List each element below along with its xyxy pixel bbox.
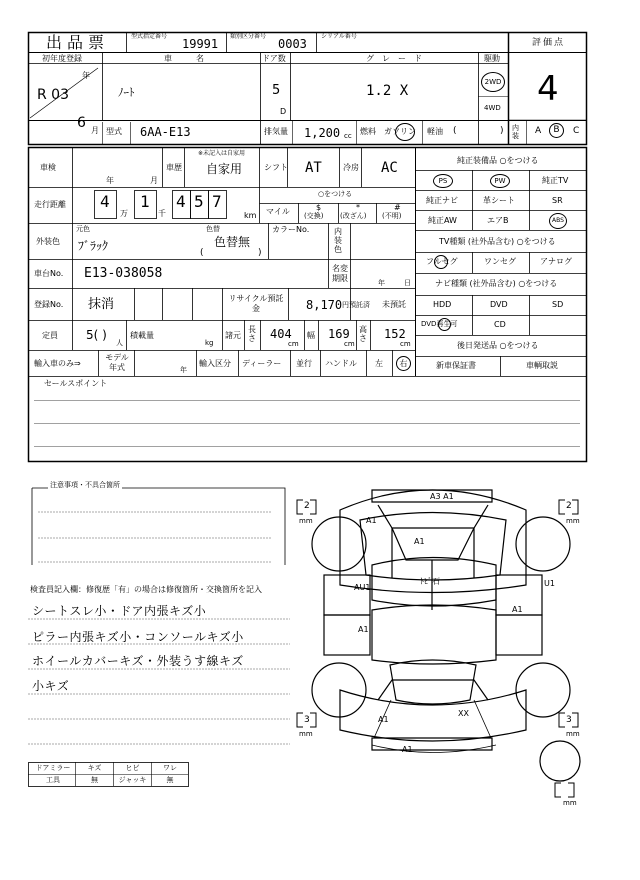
equip-aw: 純正AW bbox=[428, 216, 457, 225]
mileage-km: km bbox=[244, 211, 257, 220]
length: 404 bbox=[270, 327, 292, 341]
model-year-unit: 年 bbox=[180, 366, 187, 374]
width-unit: cm bbox=[344, 340, 355, 348]
equip-tv: 純正TV bbox=[542, 176, 569, 185]
recycle-amount: 8,170 bbox=[306, 298, 343, 312]
equip-abs: ABS bbox=[549, 213, 567, 229]
doors: 5 bbox=[272, 83, 281, 98]
mile-label: マイル bbox=[266, 207, 290, 216]
legend-crack: ヒビ bbox=[125, 764, 140, 772]
mark-front-bumper: A3 A1 bbox=[430, 492, 454, 501]
reg-label: 登録No. bbox=[34, 300, 64, 309]
shaken-label: 車検 bbox=[40, 163, 56, 172]
mark-left-front-door: AU1 bbox=[354, 583, 371, 592]
navi-dvd: DVD bbox=[490, 300, 508, 309]
legend-mirror: ドアミラー bbox=[35, 764, 71, 772]
equip-leather: 革シート bbox=[483, 196, 515, 205]
mileage-man: 万 bbox=[120, 209, 128, 218]
mileage-boxes bbox=[94, 190, 244, 220]
width-label: 幅 bbox=[307, 331, 315, 340]
parallel-option: 並行 bbox=[296, 359, 312, 368]
height-unit: cm bbox=[400, 340, 411, 348]
handle-left: 左 bbox=[375, 359, 383, 368]
drive-label: 駆動 bbox=[484, 54, 500, 63]
shaken-year-unit: 年 bbox=[106, 176, 114, 185]
repaint: 色替無 bbox=[214, 235, 251, 249]
mileage-digit-1: 4 bbox=[100, 192, 110, 211]
model-label: 型式 bbox=[106, 127, 122, 136]
mileage-circle-note: ○をつける bbox=[318, 190, 353, 198]
recycle-unit: 円預託済 bbox=[342, 301, 370, 309]
note-line-2: ピラー内張キズ小・コンソールキズ小 bbox=[32, 630, 244, 644]
tv-fullseg: フルセグ bbox=[426, 257, 458, 266]
sales-point-label: セールスポイント bbox=[44, 379, 108, 388]
legend-jack-value: 無 bbox=[166, 776, 174, 784]
interior-a: A bbox=[535, 126, 542, 136]
tread-rear-left-unit: mm bbox=[299, 730, 313, 738]
score: 4 bbox=[537, 69, 559, 109]
color-no-label: カラーNo. bbox=[272, 225, 310, 234]
recycle-no: 未預託 bbox=[382, 300, 406, 309]
repaint-label: 色替 bbox=[206, 225, 220, 233]
displacement-unit: cc bbox=[344, 132, 352, 140]
note-line-3: ホイールカバーキズ・外装うす線キズ bbox=[32, 654, 244, 668]
paren-right: ) bbox=[500, 126, 504, 136]
first-reg-year-unit: 年 bbox=[82, 71, 90, 80]
legend-scratch: キズ bbox=[87, 764, 102, 772]
first-reg-era: R 03 bbox=[37, 87, 69, 103]
mark-rear-bumper: A1 bbox=[402, 745, 413, 754]
serial-label: シリアル番号 bbox=[321, 33, 357, 40]
exterior-color-label: 外装色 bbox=[36, 237, 60, 246]
fuel-label: 燃料 bbox=[360, 127, 376, 136]
usage: 自家用 bbox=[206, 162, 243, 176]
later-title: 後日発送品 ○をつける bbox=[457, 341, 539, 350]
mark-left-rear-door: A1 bbox=[358, 625, 369, 634]
tread-front-left: 2 bbox=[304, 501, 310, 511]
equip-ps: PS bbox=[433, 174, 453, 188]
mileage-digit-4: 5 bbox=[194, 192, 204, 211]
height-label: 高さ bbox=[359, 325, 367, 343]
recycle-label: リサイクル預託金 bbox=[228, 294, 284, 313]
legend-tools: 工具 bbox=[46, 776, 60, 784]
first-reg-month-unit: 月 bbox=[91, 126, 99, 135]
length-label: 長さ bbox=[248, 325, 256, 343]
model-designation-label: 型式指定番号 bbox=[131, 33, 168, 40]
capacity-label: 定員 bbox=[42, 331, 58, 340]
model-year-label: モデル年式 bbox=[105, 353, 129, 372]
fuel-circle-mark bbox=[395, 123, 415, 141]
ac-label: 冷房 bbox=[343, 163, 359, 172]
length-unit: cm bbox=[288, 340, 299, 348]
dims-label: 諸元 bbox=[225, 331, 241, 340]
later-warranty: 新車保証書 bbox=[436, 361, 476, 370]
legend-break: ワレ bbox=[163, 764, 177, 772]
mark-windshield: ﾄﾋﾞ石 bbox=[420, 577, 440, 586]
form-title: 出品票 bbox=[46, 33, 110, 52]
navi-sd: SD bbox=[552, 300, 564, 309]
name-change-day: 日 bbox=[404, 279, 411, 287]
mark-front-left: A1 bbox=[366, 516, 377, 525]
handle-right: 右 bbox=[396, 356, 411, 371]
tread-front-left-unit: mm bbox=[299, 517, 313, 525]
name-change-year: 年 bbox=[378, 279, 385, 287]
mark-hood: A1 bbox=[414, 537, 425, 546]
mileage-digit-5: 7 bbox=[212, 192, 222, 211]
exchange-label: (交換) bbox=[304, 212, 324, 220]
chassis-label: 車台No. bbox=[34, 269, 64, 278]
equip-airbag: エアB bbox=[487, 216, 509, 225]
navi-cd: CD bbox=[494, 320, 506, 329]
import-class-label: 輸入区分 bbox=[199, 359, 231, 368]
interior-c: C bbox=[573, 126, 580, 136]
tv-fullseg-circle bbox=[434, 255, 448, 269]
import-label: 輸入車のみ⇒ bbox=[34, 359, 81, 368]
equip-navi: 純正ナビ bbox=[426, 196, 458, 205]
tamper-label: (改ざん) bbox=[340, 212, 367, 220]
chassis-number: E13-038058 bbox=[84, 266, 163, 281]
tread-front-right-unit: mm bbox=[566, 517, 580, 525]
model: 6AA-E13 bbox=[140, 125, 191, 139]
note-line-4: 小キズ bbox=[32, 679, 70, 693]
drive-4wd: 4WD bbox=[484, 104, 501, 112]
navi-dvd-play: DVD再生可 bbox=[421, 320, 458, 328]
tread-front-right: 2 bbox=[566, 501, 572, 511]
door-type: D bbox=[280, 107, 287, 116]
width: 169 bbox=[328, 327, 350, 341]
navi-title: ナビ種類 (社外品含む) ○をつける bbox=[435, 279, 558, 288]
grade-label: グレード bbox=[366, 54, 430, 63]
equip-title: 純正装備品 ○をつける bbox=[457, 156, 539, 165]
height: 152 bbox=[384, 327, 406, 341]
ac: AC bbox=[381, 160, 398, 176]
orig-color: ﾌﾞﾗｯｸ bbox=[78, 239, 109, 253]
interior-color-label: 内装色 bbox=[334, 227, 342, 254]
mileage-sen: 千 bbox=[158, 209, 166, 218]
model-designation: 19991 bbox=[182, 37, 219, 51]
capacity-unit: 人 bbox=[116, 339, 123, 347]
later-manual: 車輌取説 bbox=[526, 361, 558, 370]
tread-rear-left: 3 bbox=[304, 715, 310, 725]
category: 0003 bbox=[278, 37, 307, 51]
reg-number: 抹消 bbox=[88, 297, 115, 312]
navi-dvd-play-circle bbox=[438, 318, 451, 331]
navi-hdd: HDD bbox=[433, 300, 452, 309]
handle-label: ハンドル bbox=[325, 359, 357, 368]
repaint-paren-l: ( bbox=[200, 248, 204, 258]
mark-rear-left: A1 bbox=[378, 715, 389, 724]
mileage-digit-3: 4 bbox=[176, 192, 186, 211]
fuel-gasoline: ガソリン bbox=[384, 127, 416, 136]
interior-label: 内装 bbox=[512, 124, 519, 140]
dealer-option: ディーラー bbox=[242, 359, 282, 368]
shift: AT bbox=[305, 160, 322, 176]
usage-note: ※未記入は自家用 bbox=[198, 150, 246, 157]
unknown-symbol: # bbox=[394, 203, 401, 212]
tread-rear-right: 3 bbox=[566, 715, 572, 725]
inspector-note: 検査員記入欄：修復歴「有」の場合は修復箇所・交換箇所を記入 bbox=[30, 585, 262, 594]
exchange-symbol: $ bbox=[316, 203, 322, 212]
notes-title: 注意事項・不具合箇所 bbox=[50, 481, 120, 489]
door-label: ドア数 bbox=[262, 54, 286, 63]
paren-left: ( bbox=[453, 126, 457, 136]
car-name: ﾉｰﾄ bbox=[118, 86, 135, 99]
legend-jack: ジャッキ bbox=[118, 776, 147, 784]
mark-rear: XX bbox=[458, 709, 469, 718]
displacement-label: 排気量 bbox=[264, 127, 288, 136]
tv-analog: アナログ bbox=[540, 257, 572, 266]
load-label: 積載量 bbox=[130, 331, 154, 340]
orig-color-label: 元色 bbox=[76, 225, 90, 233]
category-label: 類別区分番号 bbox=[230, 33, 267, 40]
usage-label: 車歴 bbox=[166, 163, 182, 172]
mileage-digit-2: 1 bbox=[140, 192, 150, 211]
tread-rear-right-unit: mm bbox=[566, 730, 580, 738]
drive-2wd: 2WD bbox=[481, 72, 505, 92]
equip-pw: PW bbox=[490, 174, 510, 188]
mark-right-door: A1 bbox=[512, 605, 523, 614]
legend-tools-value: 無 bbox=[91, 776, 98, 784]
tamper-symbol: * bbox=[356, 203, 360, 212]
shaken-month-unit: 月 bbox=[150, 176, 158, 185]
diesel-label: 軽油 bbox=[427, 127, 443, 136]
score-label: 評価点 bbox=[532, 38, 566, 48]
tv-title: TV種類 (社外品含む) ○をつける bbox=[439, 237, 556, 246]
capacity: 5( ) bbox=[86, 328, 107, 342]
interior-b: B bbox=[549, 123, 564, 138]
load-unit: kg bbox=[205, 339, 214, 347]
car-name-label: 車名 bbox=[164, 54, 228, 63]
note-line-1: シートスレ小・ドア内張キズ小 bbox=[32, 604, 207, 618]
first-reg-month: 6 bbox=[77, 115, 86, 131]
shift-label: シフト bbox=[264, 163, 288, 172]
repaint-paren-r: ) bbox=[258, 248, 262, 258]
mileage-label: 走行距離 bbox=[34, 200, 66, 209]
displacement: 1,200 bbox=[304, 126, 341, 140]
car-diagram bbox=[312, 490, 580, 781]
unknown-label: (不明) bbox=[382, 212, 402, 220]
equip-sr: SR bbox=[552, 196, 563, 205]
tv-oneseg: ワンセグ bbox=[484, 257, 516, 266]
grade: 1.2 X bbox=[366, 83, 409, 99]
first-reg-label: 初年度登録 bbox=[42, 54, 82, 63]
name-change-label: 名変期限 bbox=[332, 264, 348, 283]
spare-unit: mm bbox=[563, 799, 577, 807]
mark-right-side: U1 bbox=[544, 579, 555, 588]
